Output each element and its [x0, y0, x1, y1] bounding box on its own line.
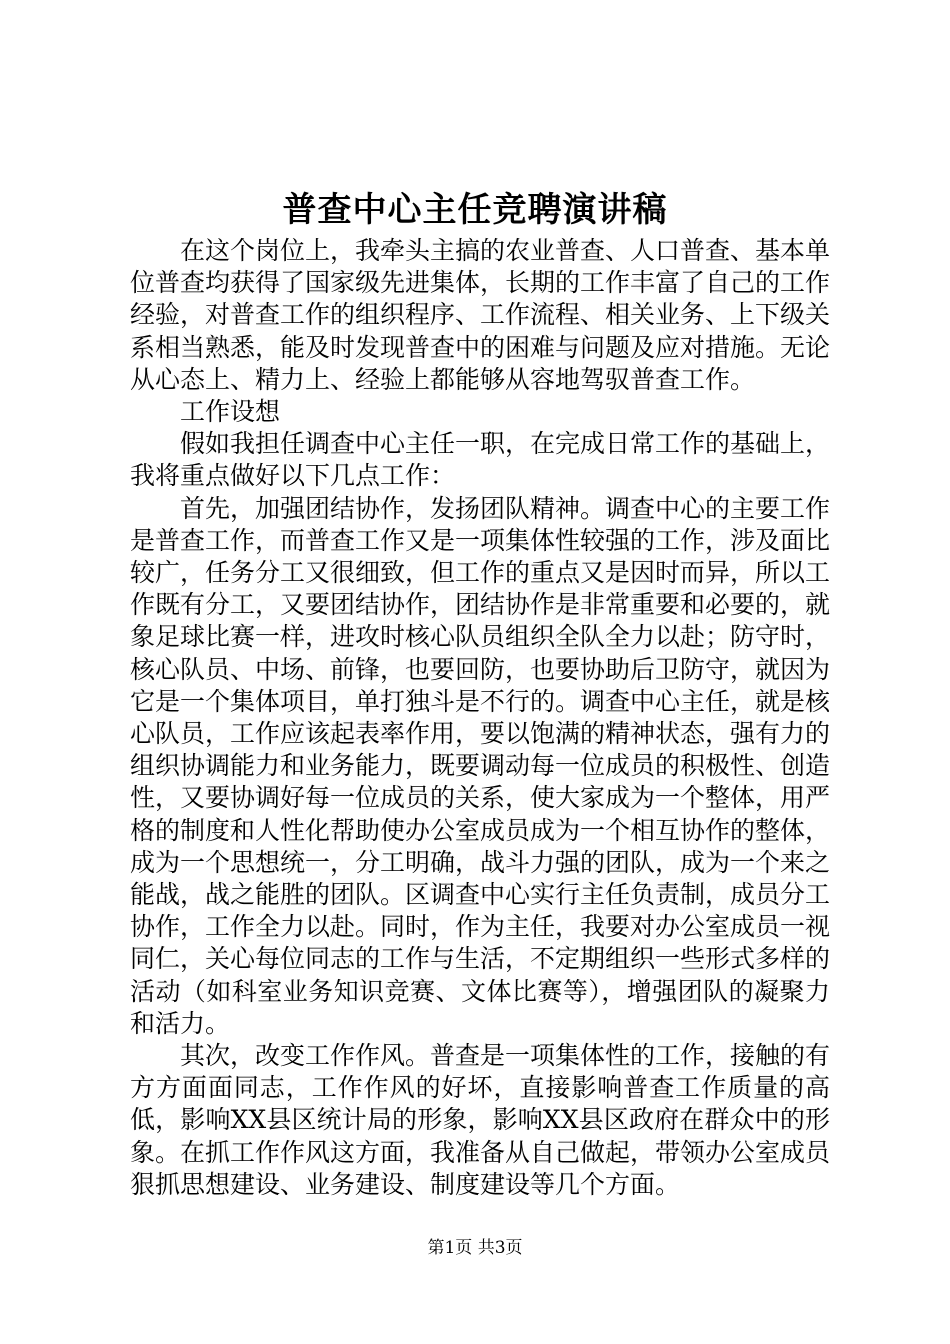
paragraph-intro: 假如我担任调查中心主任一职，在完成日常工作的基础上，我将重点做好以下几点工作：	[130, 429, 831, 491]
paragraph-teamwork: 首先，加强团结协作，发扬团队精神。调查中心的主要工作是普查工作，而普查工作又是一项集体性较强的工作，涉及面比较广，任务分工又很细致，但工作的重点又是因时而异，所以工作既有分工，又要团结协作，团结协作是非常重要和必要的，就象足球比赛一样，进攻时核心队员组织全队全力以赴；防守时，核心队员、中场、前锋，也要回防，也要协助后卫防守，就因为它是一个集体项目，单打独斗是不行的。调查中心主任，就是核心队员，工作应该起表率作用，要以饱满的精神状态，强有力的组织协调能力和业务能力，既要调动每一位成员的积极性、创造性，又要协调好每一位成员的关系，使大家成为一个整体，用严格的制度和人性化帮助使办公室成员成为一个相互协作的整体，成为一个思想统一，分工明确，战斗力强的团队，成为一个来之能战，战之能胜的团队。区调查中心实行主任负责制，成员分工协作，工作全力以赴。同时，作为主任，我要对办公室成员一视同仁，关心每位同志的工作与生活，不定期组织一些形式多样的活动（如科室业务知识竞赛、文体比赛等），增强团队的凝聚力和活力。	[130, 493, 831, 1038]
document-title: 普查中心主任竞聘演讲稿	[282, 190, 668, 230]
paragraph-work-style: 其次，改变工作作风。普查是一项集体性的工作，接触的有方方面面同志，工作作风的好坏，直接影响普查工作质量的高低，影响XX县区统计局的形象，影响XX县区政府在群众中的形象。在抓工作作风这方面，我准备从自己做起，带领办公室成员狠抓思想建设、业务建设、制度建设等几个方面。	[130, 1041, 831, 1199]
paragraph-experience: 在这个岗位上，我牵头主搞的农业普查、人口普查、基本单位普查均获得了国家级先进集体，长期的工作丰富了自己的工作经验，对普查工作的组织程序、工作流程、相关业务、上下级关系相当熟悉，能及时发现普查中的困难与问题及应对措施。无论从心态上、精力上、经验上都能够从容地驾驭普查工作。	[130, 236, 831, 394]
document-body	[130, 235, 830, 1201]
section-heading-work-plan: 工作设想	[180, 397, 281, 427]
page-footer: 第1页 共3页	[427, 1238, 523, 1258]
